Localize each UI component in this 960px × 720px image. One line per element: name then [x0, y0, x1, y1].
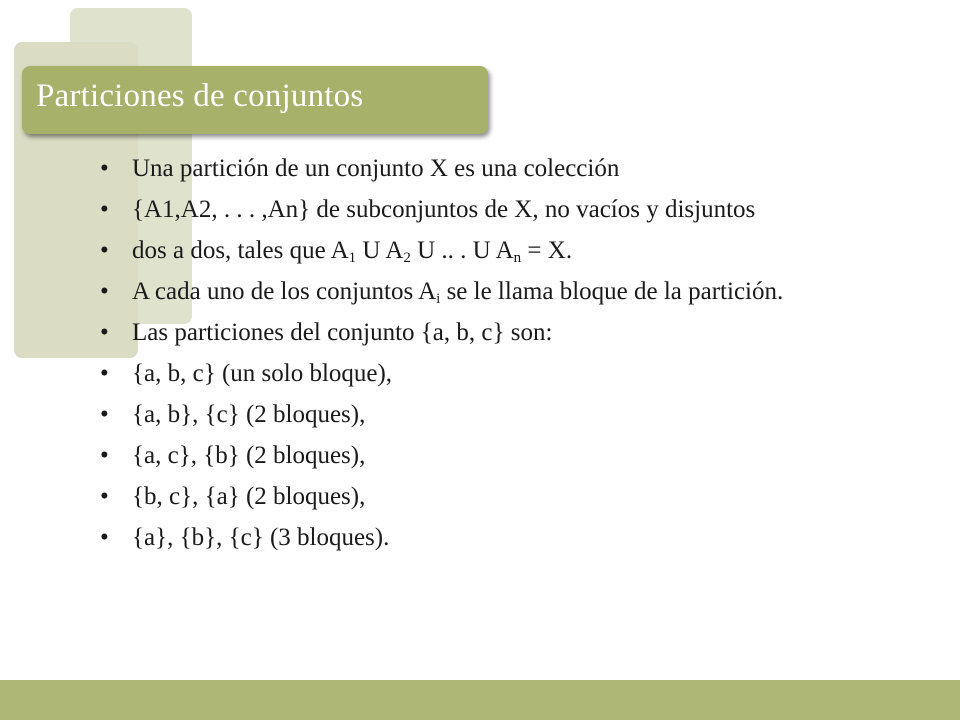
subscript: 2: [403, 250, 411, 266]
bullet-list: [92, 154, 882, 564]
text-segment: U .. . U A: [410, 237, 514, 264]
bullet-icon: •: [100, 360, 109, 387]
bullet-item: [92, 154, 882, 183]
bullet-icon: •: [100, 401, 109, 428]
subscript: i: [436, 291, 441, 307]
text-segment: se le llama bloque de la partición.: [440, 278, 784, 305]
title-bar: [22, 66, 488, 134]
bullet-icon: •: [100, 155, 109, 182]
text-segment: U A: [356, 237, 404, 264]
bullet-text: {a, b}, {c} (2 bloques),: [132, 401, 366, 428]
bullet-item: [92, 400, 882, 429]
bullet-text: {b, c}, {a} (2 bloques),: [132, 483, 366, 510]
bullet-text: Las particiones del conjunto {a, b, c} son:: [132, 319, 553, 346]
bullet-icon: •: [100, 237, 109, 264]
bullet-icon: •: [100, 524, 109, 551]
text-segment: dos a dos, tales que A: [132, 237, 349, 264]
bullet-icon: •: [100, 278, 109, 305]
bullet-icon: •: [100, 483, 109, 510]
bullet-item: [92, 359, 882, 388]
bullet-text: [132, 237, 572, 264]
bullet-item: [92, 482, 882, 511]
bullet-item: [92, 523, 882, 552]
bullet-icon: •: [100, 196, 109, 223]
bullet-item: [92, 318, 882, 347]
text-segment: A cada uno de los conjuntos A: [132, 278, 437, 305]
bullet-item: [92, 277, 882, 306]
bullet-text: [132, 278, 783, 305]
bullet-text: {a, b, c} (un solo bloque),: [132, 360, 393, 387]
bullet-text: {a}, {b}, {c} (3 bloques).: [132, 524, 390, 551]
bullet-text: Una partición de un conjunto X es una colección: [132, 155, 620, 182]
bullet-icon: •: [100, 319, 109, 346]
bullet-text: {A1,A2, . . . ,An} de subconjuntos de X, no vacíos y disjuntos: [132, 196, 756, 223]
footer-band: [0, 680, 960, 720]
subscript: 1: [348, 250, 357, 266]
bullet-icon: •: [100, 442, 109, 469]
bullet-item: [92, 441, 882, 470]
bullet-item: [92, 195, 882, 224]
text-segment: = X.: [521, 237, 573, 264]
bullet-item: [92, 236, 882, 265]
subscript: n: [513, 250, 522, 266]
slide-title: Particiones de conjuntos: [36, 78, 364, 114]
bullet-text: {a, c}, {b} (2 bloques),: [132, 442, 366, 469]
